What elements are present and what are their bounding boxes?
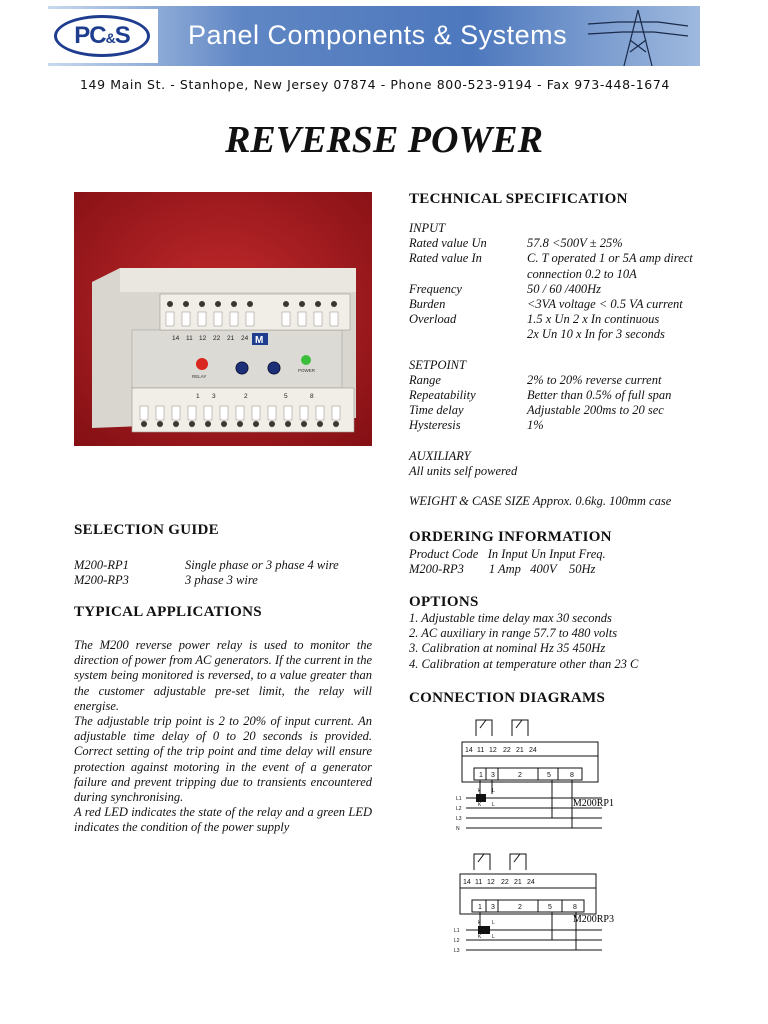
spec-value: 1.5 x Un 2 x In continuous bbox=[527, 312, 660, 327]
photo-bottom-label-2: 3 bbox=[212, 393, 216, 400]
spec-value: <3VA voltage < 0.5 VA current bbox=[527, 296, 683, 311]
diagram2-terminal-top-5: 21 bbox=[514, 879, 522, 886]
spec-label: Burden bbox=[409, 296, 446, 311]
power-tower-icon bbox=[588, 8, 688, 66]
logo-text: PC&S bbox=[74, 22, 130, 49]
auxiliary-label-row bbox=[409, 449, 749, 464]
photo-terminal-label-1: 14 bbox=[172, 335, 180, 342]
auxiliary-label: AUXILIARY bbox=[409, 448, 471, 463]
spec-row bbox=[409, 267, 749, 282]
diagram2-line-3: L3 bbox=[454, 948, 460, 954]
tech-spec-heading: TECHNICAL SPECIFICATION bbox=[409, 191, 628, 207]
photo-bottom-label-3: 2 bbox=[244, 393, 248, 400]
typical-applications-heading: TYPICAL APPLICATIONS bbox=[74, 604, 262, 620]
spec-label: Time delay bbox=[409, 403, 464, 418]
diagram2-ct-K: K bbox=[478, 934, 482, 940]
diagram2-terminal-bottom-5: 8 bbox=[573, 904, 577, 911]
option-item: 3. Calibration at nominal Hz 35 450Hz bbox=[409, 641, 606, 656]
diagram1-ct-k: k bbox=[478, 788, 481, 794]
spec-value: C. T operated 1 or 5A amp direct bbox=[527, 251, 693, 266]
weight-row bbox=[409, 494, 749, 509]
diagram1-ct-L: L bbox=[492, 788, 495, 794]
ordering-heading: ORDERING INFORMATION bbox=[409, 529, 612, 545]
spec-label: Hysteresis bbox=[409, 418, 461, 433]
diagram1-terminal-top-3: 12 bbox=[489, 747, 497, 754]
diagram1-terminal-top-2: 11 bbox=[477, 747, 485, 754]
tech-spec-block bbox=[409, 221, 749, 510]
spec-row bbox=[409, 403, 749, 418]
diagram2-ct-k: k bbox=[478, 920, 481, 926]
diagram2-label: M200RP3 bbox=[572, 914, 614, 925]
spec-value: Adjustable 200ms to 20 sec bbox=[527, 403, 664, 418]
diagram1-terminal-bottom-2: 3 bbox=[491, 772, 495, 779]
spacer bbox=[409, 479, 749, 494]
setpoint-label: SETPOINT bbox=[409, 357, 466, 372]
red-led-icon bbox=[196, 358, 208, 370]
diagram1-terminal-top-1: 14 bbox=[465, 747, 473, 754]
diagram2-ct-L: L bbox=[492, 920, 495, 926]
spec-row bbox=[409, 297, 749, 312]
spec-row bbox=[409, 282, 749, 297]
model-code: M200-RP3 bbox=[74, 573, 129, 588]
diagram2-terminal-top-4: 22 bbox=[501, 879, 509, 886]
spec-row bbox=[409, 251, 749, 266]
spec-label: Rated value Un bbox=[409, 236, 487, 251]
spec-row bbox=[409, 388, 749, 403]
diagram2-ct-L2: L bbox=[492, 934, 495, 940]
ordering-table bbox=[409, 547, 749, 577]
diagram1-label: M200RP1 bbox=[572, 798, 614, 809]
logo-oval bbox=[54, 15, 150, 57]
photo-terminal-label-4: 22 bbox=[213, 335, 221, 342]
options-list bbox=[409, 611, 749, 672]
company-name: Panel Components & Systems bbox=[188, 20, 568, 50]
paragraph: The adjustable trip point is 2 to 20% of input current. An adjustable time delay of 0 to 20 seconds is provided. Correct setting of the trip point and time delay will ensure protection against motoring in the event of a generator failure and prevent tripping due to transients encountered during synchronising. bbox=[74, 714, 372, 805]
diagram2-terminal-bottom-2: 3 bbox=[491, 904, 495, 911]
diagram1-terminal-top-5: 21 bbox=[516, 747, 524, 754]
spec-value: connection 0.2 to 10A bbox=[527, 266, 637, 281]
spec-value: Better than 0.5% of full span bbox=[527, 388, 672, 403]
connection-diagram-rp3 bbox=[452, 850, 622, 956]
diagram2-terminal-bottom-4: 5 bbox=[548, 904, 552, 911]
spec-row bbox=[409, 373, 749, 388]
company-logo bbox=[48, 9, 158, 63]
diagram1-line-2: L2 bbox=[456, 806, 462, 812]
photo-terminal-label-5: 21 bbox=[227, 335, 235, 342]
paragraph: The M200 reverse power relay is used to monitor the direction of power from AC generators. If the current in the system being monitored is reversed, to a value greater than the customer adjustable pre-set limit, the relay will energise. bbox=[74, 638, 372, 713]
weight-text: WEIGHT & CASE SIZE Approx. 0.6kg. 100mm case bbox=[409, 494, 672, 509]
diagram2-terminal-top-6: 24 bbox=[527, 879, 535, 886]
diagram2-terminal-top-3: 12 bbox=[487, 879, 495, 886]
options-heading: OPTIONS bbox=[409, 594, 479, 610]
spec-label: Frequency bbox=[409, 281, 462, 296]
spec-value: 2x Un 10 x In for 3 seconds bbox=[527, 327, 665, 342]
photo-bottom-label-4: 5 bbox=[284, 393, 288, 400]
spec-value: 57.8 <500V ± 25% bbox=[527, 236, 623, 251]
page-title: REVERSE POWER bbox=[225, 119, 543, 161]
diagram1-terminal-bottom-1: 1 bbox=[479, 772, 483, 779]
green-led-icon bbox=[301, 355, 311, 365]
diagram1-line-3: L3 bbox=[456, 816, 462, 822]
diagram1-terminal-bottom-4: 5 bbox=[547, 772, 551, 779]
photo-brand: M bbox=[255, 335, 264, 346]
spec-label: Repeatability bbox=[409, 388, 476, 403]
spacer bbox=[409, 434, 749, 449]
spec-row bbox=[409, 236, 749, 251]
connection-diagrams-heading: CONNECTION DIAGRAMS bbox=[409, 690, 606, 706]
selection-row bbox=[74, 558, 374, 573]
spacer bbox=[409, 343, 749, 358]
spec-row bbox=[409, 327, 749, 342]
photo-bottom-label-5: 8 bbox=[310, 393, 314, 400]
option-item: 4. Calibration at temperature other than 23 C bbox=[409, 656, 639, 671]
photo-terminal-label-3: 12 bbox=[199, 335, 207, 342]
diagram1-ct-L2: L bbox=[492, 802, 495, 808]
selection-row bbox=[74, 573, 374, 588]
diagram2-line-1: L1 bbox=[454, 928, 460, 934]
model-description: 3 phase 3 wire bbox=[185, 573, 258, 588]
photo-terminal-label-6: 24 bbox=[241, 335, 249, 342]
diagram1-ct-K: K bbox=[478, 802, 482, 808]
ordering-row: M200-RP3 1 Amp 400V 50Hz bbox=[409, 562, 596, 577]
diagram2-line-2: L2 bbox=[454, 938, 460, 944]
spec-label: Rated value In bbox=[409, 251, 482, 266]
model-code: M200-RP1 bbox=[74, 558, 129, 572]
connection-diagram-rp1 bbox=[452, 716, 622, 834]
ordering-header-row: Product Code In Input Un Input Freq. bbox=[409, 547, 606, 561]
photo-bottom-label-1: 1 bbox=[196, 393, 200, 400]
spec-row bbox=[409, 312, 749, 327]
diagram1-line-1: L1 bbox=[456, 796, 462, 802]
spec-value: 1% bbox=[527, 418, 544, 433]
selection-guide-heading: SELECTION GUIDE bbox=[74, 522, 219, 538]
setpoint-label-row bbox=[409, 358, 749, 373]
photo-led-label-relay: RELAY bbox=[192, 374, 207, 379]
letterhead bbox=[48, 6, 700, 66]
diagram2-terminal-top-2: 11 bbox=[475, 879, 483, 886]
spec-value: 2% to 20% reverse current bbox=[527, 372, 662, 387]
diagram1-terminal-bottom-3: 2 bbox=[518, 772, 522, 779]
photo-led-label-power: POWER bbox=[298, 368, 316, 373]
diagram2-terminal-bottom-1: 1 bbox=[478, 904, 482, 911]
product-photo bbox=[74, 192, 372, 446]
model-description: Single phase or 3 phase 4 wire bbox=[185, 558, 339, 572]
paragraph: A red LED indicates the state of the relay and a green LED indicates the condition of the power supply bbox=[74, 805, 372, 835]
photo-terminal-label-2: 11 bbox=[186, 335, 193, 342]
diagram2-terminal-top-1: 14 bbox=[463, 879, 471, 886]
input-label: INPUT bbox=[409, 221, 446, 235]
auxiliary-text-row bbox=[409, 464, 749, 479]
option-item: 1. Adjustable time delay max 30 seconds bbox=[409, 611, 612, 625]
diagram1-terminal-top-4: 22 bbox=[503, 747, 511, 754]
option-item: 2. AC auxiliary in range 57.7 to 480 volts bbox=[409, 626, 618, 641]
selection-guide-table bbox=[74, 558, 374, 588]
spec-row bbox=[409, 418, 749, 433]
diagram1-terminal-bottom-5: 8 bbox=[570, 772, 574, 779]
auxiliary-text: All units self powered bbox=[409, 464, 518, 478]
diagram2-terminal-bottom-3: 2 bbox=[518, 904, 522, 911]
spec-label: Overload bbox=[409, 312, 457, 327]
applications-text bbox=[74, 638, 372, 836]
company-address: 149 Main St. - Stanhope, New Jersey 07874 - Phone 800-523-9194 - Fax 973-448-1674 bbox=[80, 77, 670, 92]
input-label-row bbox=[409, 221, 749, 236]
spec-value: 50 / 60 /400Hz bbox=[527, 281, 601, 296]
spec-label: Range bbox=[409, 372, 441, 387]
diagram1-terminal-top-6: 24 bbox=[529, 747, 537, 754]
diagram1-line-4: N bbox=[456, 826, 460, 832]
